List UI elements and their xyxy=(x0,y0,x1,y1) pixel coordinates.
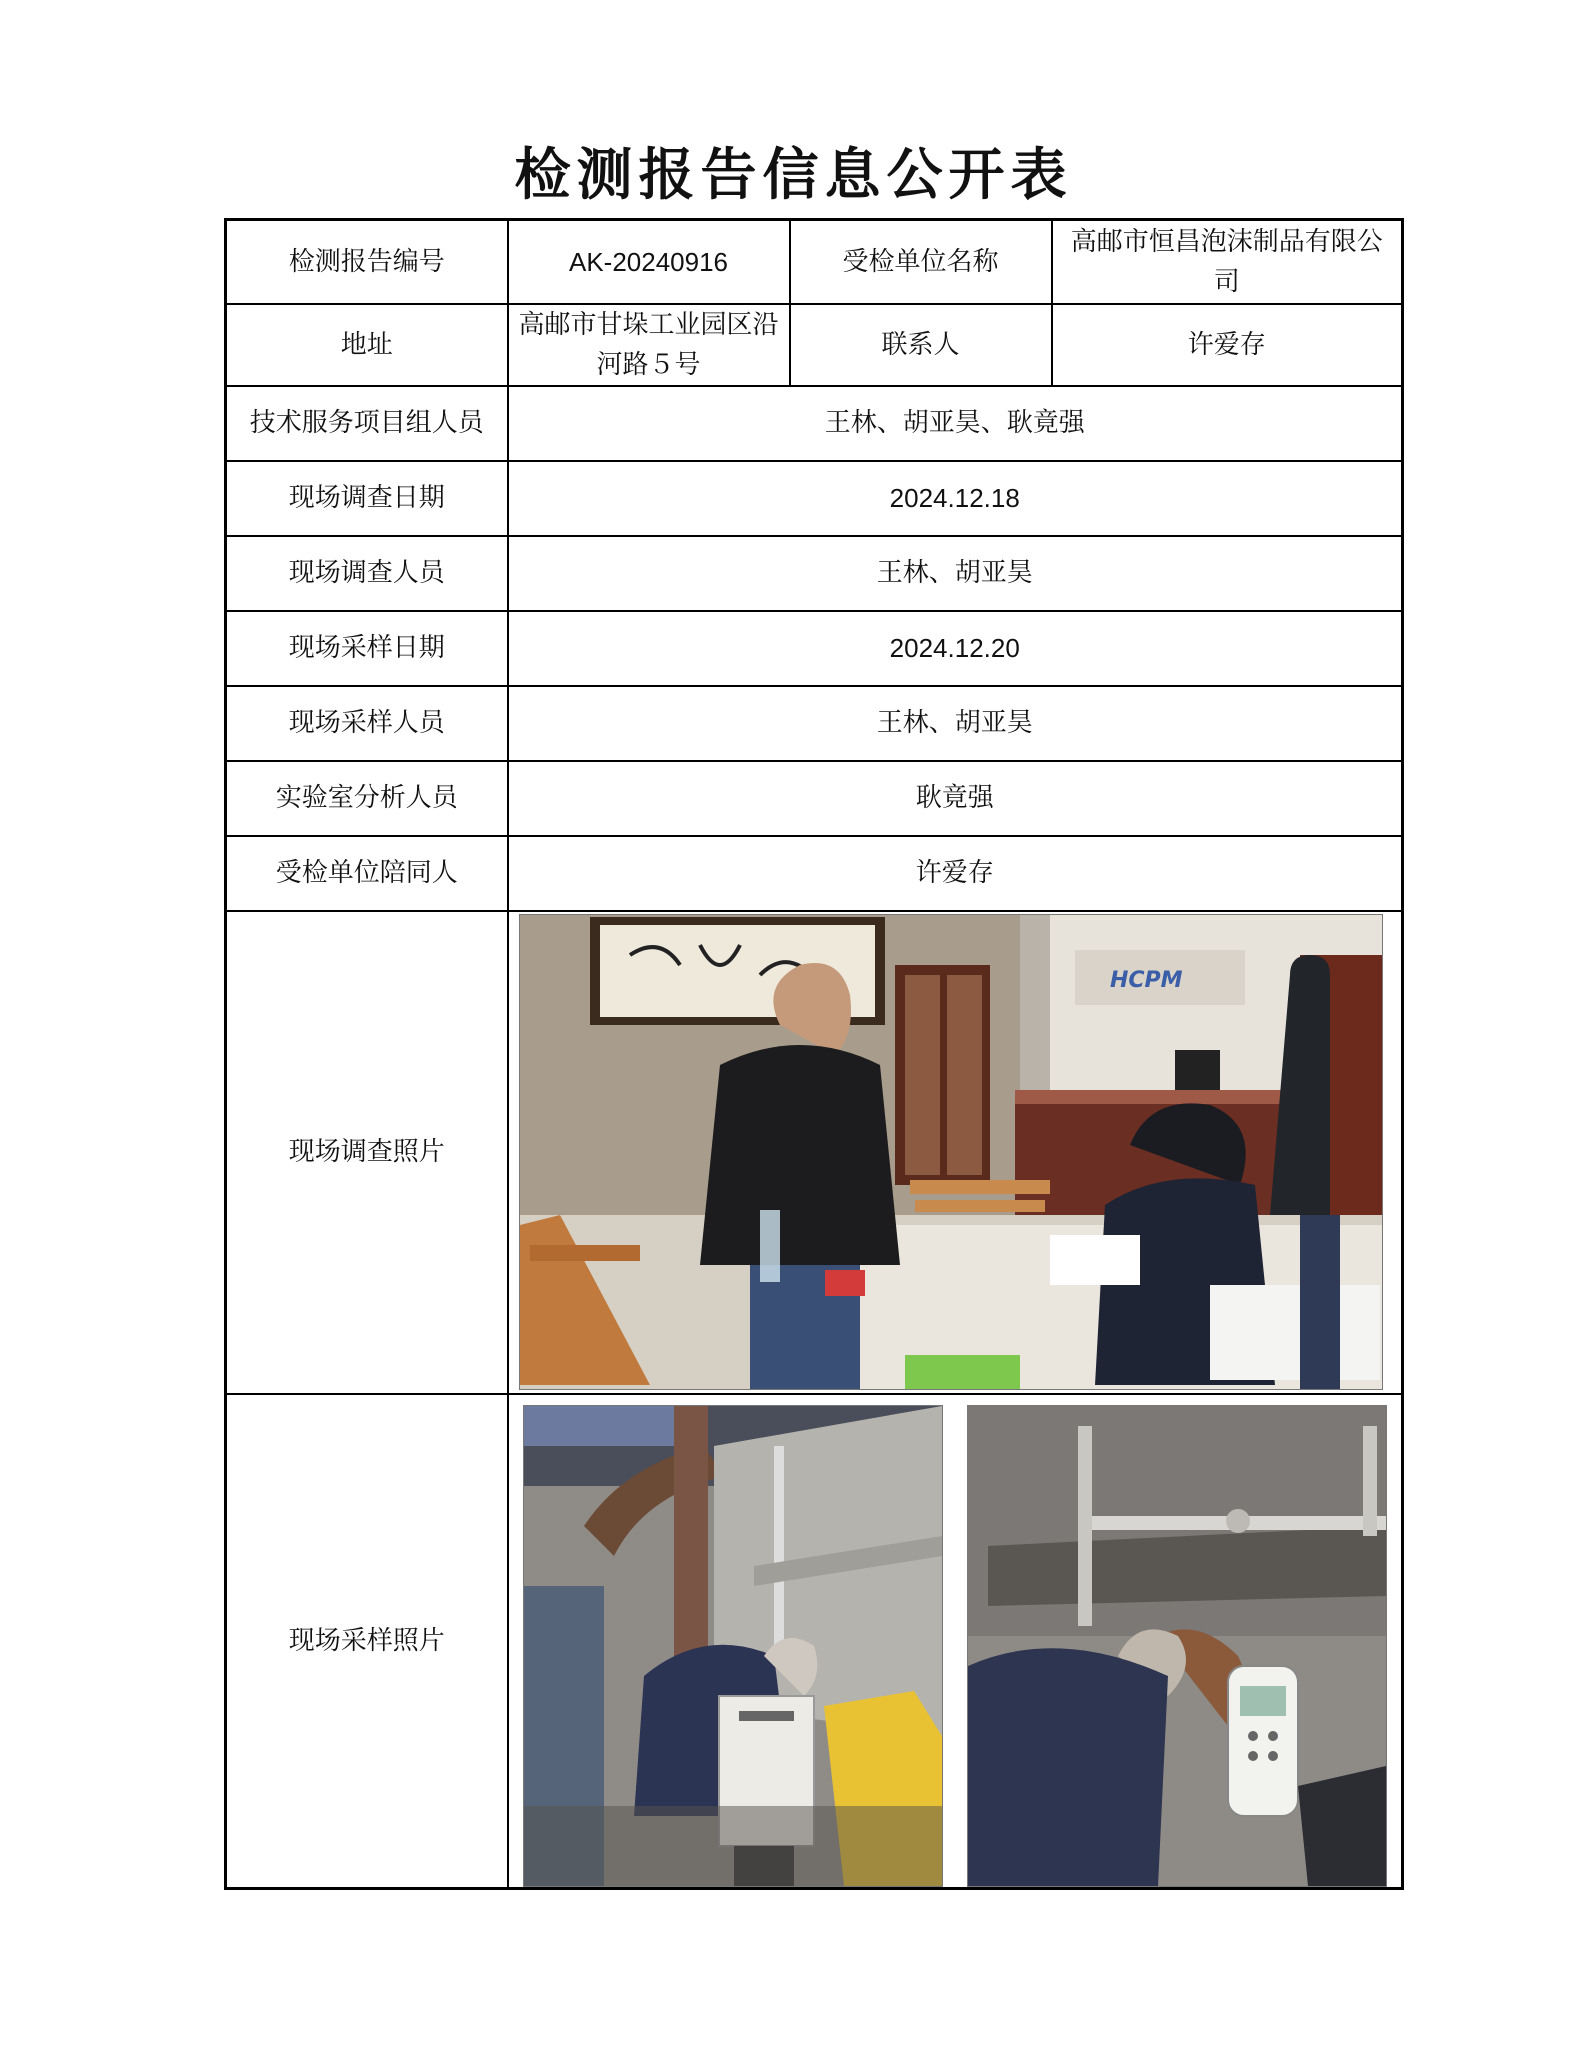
table-row xyxy=(226,461,1403,536)
table-row xyxy=(226,220,1403,304)
sampling-date-value: 2024.12.20 xyxy=(508,611,1403,686)
lab-staff-value: 耿竟强 xyxy=(508,761,1403,836)
sampling-photos xyxy=(523,1405,1388,1887)
report-info-table xyxy=(224,218,1404,1890)
unit-name-value: 高邮市恒昌泡沫制品有限公司 xyxy=(1052,220,1403,304)
report-no-label: 检测报告编号 xyxy=(226,220,508,304)
survey-staff-value: 王林、胡亚昊 xyxy=(508,536,1403,611)
table-row xyxy=(226,836,1403,911)
address-label: 地址 xyxy=(226,304,508,386)
table-row xyxy=(226,911,1403,1394)
survey-photo xyxy=(519,914,1383,1390)
escort-value: 许爱存 xyxy=(508,836,1403,911)
sampling-date-label: 现场采样日期 xyxy=(226,611,508,686)
report-no-value: AK-20240916 xyxy=(508,220,790,304)
survey-photo-label: 现场调查照片 xyxy=(226,911,508,1394)
address-value: 高邮市甘垛工业园区沿河路５号 xyxy=(508,304,790,386)
table-row xyxy=(226,304,1403,386)
contact-value: 许爱存 xyxy=(1052,304,1403,386)
team-label: 技术服务项目组人员 xyxy=(226,386,508,461)
contact-label: 联系人 xyxy=(790,304,1052,386)
survey-date-value: 2024.12.18 xyxy=(508,461,1403,536)
escort-label: 受检单位陪同人 xyxy=(226,836,508,911)
sampling-staff-label: 现场采样人员 xyxy=(226,686,508,761)
survey-date-label: 现场调查日期 xyxy=(226,461,508,536)
office-sign-text: HCPM xyxy=(1109,968,1183,993)
team-value: 王林、胡亚昊、耿竟强 xyxy=(508,386,1403,461)
table-row xyxy=(226,386,1403,461)
table-row xyxy=(226,686,1403,761)
table-row xyxy=(226,761,1403,836)
survey-staff-label: 现场调查人员 xyxy=(226,536,508,611)
page-title: 检测报告信息公开表 xyxy=(514,143,1073,208)
sampling-photo-label: 现场采样照片 xyxy=(226,1394,508,1889)
table-row xyxy=(226,611,1403,686)
lab-staff-label: 实验室分析人员 xyxy=(226,761,508,836)
unit-name-label: 受检单位名称 xyxy=(790,220,1052,304)
sampling-photo-left xyxy=(523,1405,943,1887)
table-row xyxy=(226,536,1403,611)
table-row xyxy=(226,1394,1403,1889)
sampling-staff-value: 王林、胡亚昊 xyxy=(508,686,1403,761)
sampling-photo-right xyxy=(967,1405,1387,1887)
